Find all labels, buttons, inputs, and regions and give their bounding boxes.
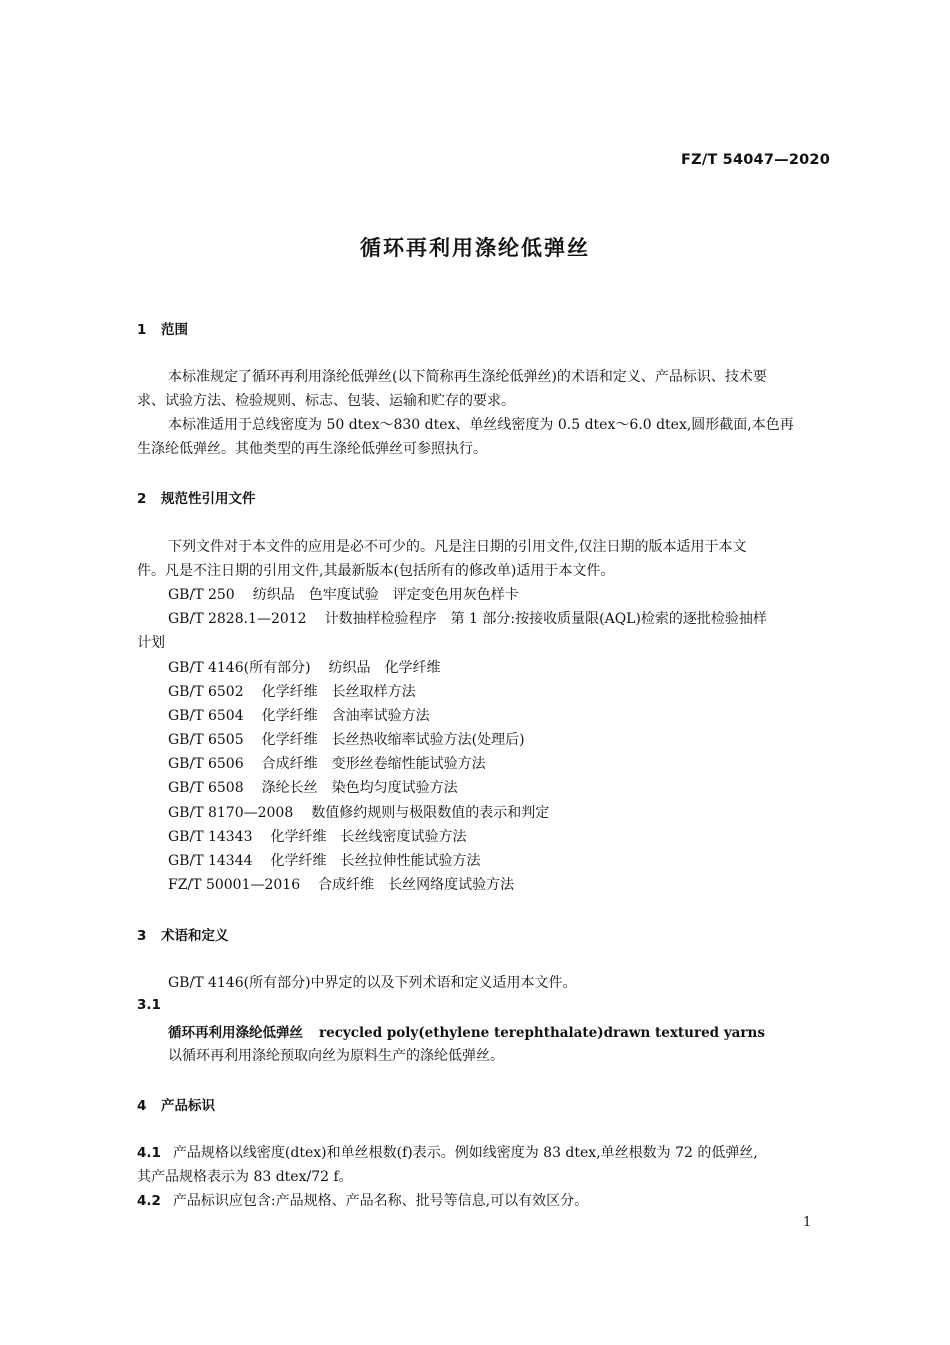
reference-item xyxy=(168,753,486,773)
paragraph-line: GB/T 4146(所有部分)中界定的以及下列术语和定义适用本文件。 xyxy=(168,975,577,991)
reference-title: 纺织品 色牢度试验 评定变色用灰色样卡 xyxy=(252,587,519,603)
paragraph-line: 本标准适用于总线密度为 50 dtex～830 dtex、单丝线密度为 0.5 dtex～6.0 dtex,圆形截面,本色再 xyxy=(168,417,794,433)
reference-title: 合成纤维 长丝网络度试验方法 xyxy=(318,877,515,893)
paragraph-line: 件。凡是不注日期的引用文件,其最新版本(包括所有的修改单)适用于本文件。 xyxy=(137,563,615,579)
reference-item xyxy=(168,874,514,894)
section-title: 规范性引用文件 xyxy=(161,491,256,507)
reference-item-continuation xyxy=(137,632,165,652)
section-2-heading xyxy=(137,487,256,507)
reference-item xyxy=(168,705,430,725)
reference-item xyxy=(168,681,416,701)
clause-number: 4.2 xyxy=(137,1193,161,1209)
reference-item xyxy=(168,584,519,604)
section-1-heading xyxy=(137,318,188,338)
term-definition: 以循环再利用涤纶预取向丝为原料生产的涤纶低弹丝。 xyxy=(168,1048,504,1064)
clause-text: 产品规格以线密度(dtex)和单丝根数(f)表示。例如线密度为 83 dtex,单丝根数为 72 的低弹丝, xyxy=(172,1145,758,1161)
section-number: 2 xyxy=(137,491,147,507)
section-3-heading xyxy=(137,924,229,944)
paragraph-line: 求、试验方法、检验规则、标志、包装、运输和贮存的要求。 xyxy=(137,393,515,409)
reference-title: 化学纤维 长丝线密度试验方法 xyxy=(270,829,467,845)
section-number: 1 xyxy=(137,322,147,338)
reference-title: 化学纤维 长丝热收缩率试验方法(处理后) xyxy=(261,732,525,748)
term-chinese: 循环再利用涤纶低弹丝 xyxy=(168,1025,303,1041)
reference-item xyxy=(168,608,767,628)
clause-4-1-line xyxy=(137,1142,758,1162)
reference-code: GB/T 14343 xyxy=(168,829,253,845)
reference-code: GB/T 8170—2008 xyxy=(168,805,294,821)
reference-title: 化学纤维 含油率试验方法 xyxy=(261,708,430,724)
reference-item xyxy=(168,850,481,870)
reference-code: GB/T 2828.1—2012 xyxy=(168,611,307,627)
page-number: 1 xyxy=(803,1215,812,1230)
reference-code: GB/T 6502 xyxy=(168,684,244,700)
reference-code: GB/T 6508 xyxy=(168,780,244,796)
reference-item xyxy=(168,802,549,822)
reference-title: 化学纤维 长丝拉伸性能试验方法 xyxy=(270,853,481,869)
reference-item xyxy=(168,777,458,797)
reference-code: GB/T 6506 xyxy=(168,756,244,772)
document-title: 循环再利用涤纶低弹丝 xyxy=(360,236,590,260)
reference-code: FZ/T 50001—2016 xyxy=(168,877,301,893)
section-4-heading xyxy=(137,1094,215,1114)
paragraph-line: 下列文件对于本文件的应用是必不可少的。凡是注日期的引用文件,仅注日期的版本适用于本文 xyxy=(168,539,747,555)
reference-title: 计数抽样检验程序 第 1 部分:按接收质量限(AQL)检索的逐批检验抽样 xyxy=(324,611,767,627)
section-title: 产品标识 xyxy=(161,1098,215,1114)
section-number: 4 xyxy=(137,1098,147,1114)
clause-number: 4.1 xyxy=(137,1145,161,1161)
reference-item xyxy=(168,729,525,749)
reference-item xyxy=(168,826,467,846)
reference-code: GB/T 250 xyxy=(168,587,235,603)
reference-title: 化学纤维 长丝取样方法 xyxy=(261,684,416,700)
section-title: 术语和定义 xyxy=(161,928,229,944)
clause-4-2-line xyxy=(137,1190,588,1210)
reference-code: GB/T 6505 xyxy=(168,732,244,748)
reference-code: GB/T 14344 xyxy=(168,853,253,869)
term-entry xyxy=(168,1021,765,1041)
clause-number: 3.1 xyxy=(137,997,161,1013)
standard-number: FZ/T 54047—2020 xyxy=(681,152,830,168)
reference-title: 纺织品 化学纤维 xyxy=(328,660,441,676)
clause-text: 产品标识应包含:产品规格、产品名称、批号等信息,可以有效区分。 xyxy=(172,1193,589,1209)
reference-title: 涤纶长丝 染色均匀度试验方法 xyxy=(261,780,458,796)
reference-title: 计划 xyxy=(137,635,165,651)
term-english: recycled poly(ethylene terephthalate)drawn textured yarns xyxy=(319,1025,765,1041)
paragraph-line: 本标准规定了循环再利用涤纶低弹丝(以下简称再生涤纶低弹丝)的术语和定义、产品标识、技术要 xyxy=(168,369,767,385)
paragraph-line: 其产品规格表示为 83 dtex/72 f。 xyxy=(137,1169,353,1185)
reference-code: GB/T 6504 xyxy=(168,708,244,724)
reference-code: GB/T 4146(所有部分) xyxy=(168,660,311,676)
section-number: 3 xyxy=(137,928,147,944)
section-title: 范围 xyxy=(161,322,188,338)
paragraph-line: 生涤纶低弹丝。其他类型的再生涤纶低弹丝可参照执行。 xyxy=(137,441,487,457)
reference-title: 数值修约规则与极限数值的表示和判定 xyxy=(311,805,550,821)
reference-title: 合成纤维 变形丝卷缩性能试验方法 xyxy=(261,756,486,772)
reference-item xyxy=(168,657,441,677)
